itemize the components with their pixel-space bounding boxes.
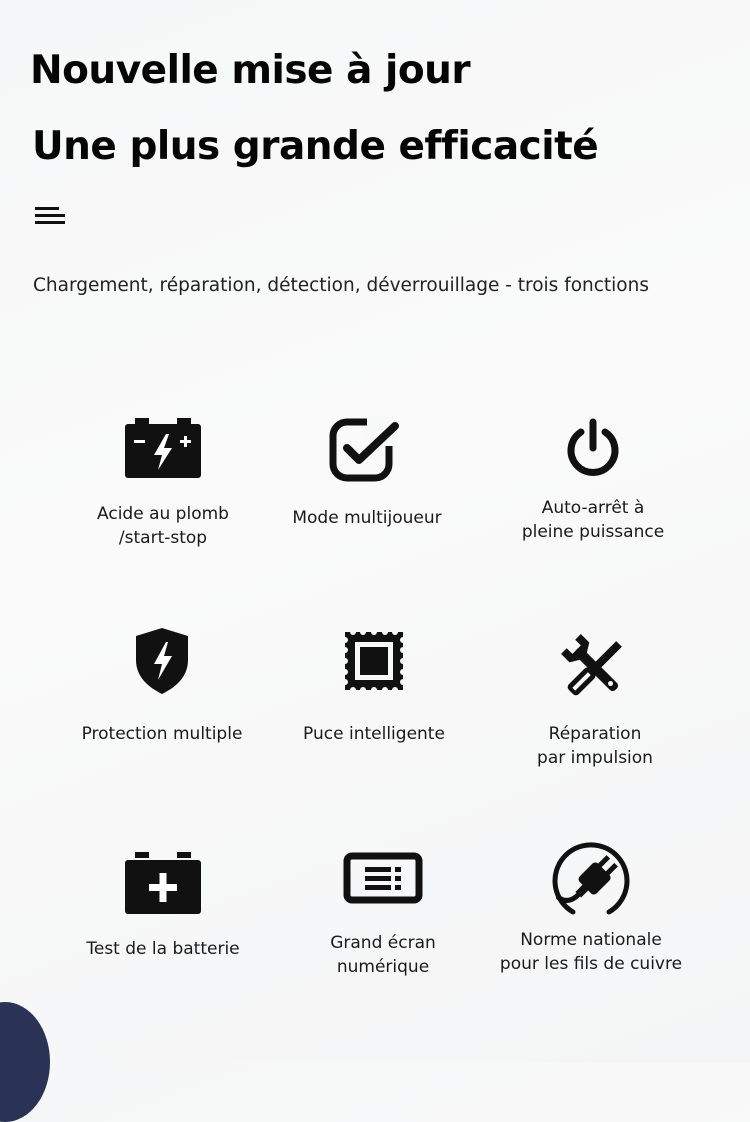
chip-icon xyxy=(339,626,409,696)
shield-lightning-icon xyxy=(132,626,192,696)
title-line-2: Une plus grande efficacité xyxy=(32,124,599,169)
feature-lead-acid xyxy=(48,410,278,560)
title-line-1: Nouvelle mise à jour xyxy=(30,48,471,93)
feature-digital-screen xyxy=(268,846,498,996)
feature-multiplayer xyxy=(252,410,482,560)
feature-battery-test xyxy=(48,846,278,996)
feature-label-8a: Grand écran xyxy=(330,933,436,953)
feature-label-8b: numérique xyxy=(336,957,430,977)
checkbox-check-icon xyxy=(327,414,407,484)
feature-label-4a: Protection multiple xyxy=(81,724,243,744)
corner-decoration xyxy=(0,1002,50,1122)
power-icon xyxy=(561,416,625,480)
plug-icon xyxy=(551,842,631,922)
feature-label-6b: par impulsion xyxy=(537,748,653,768)
wrench-screwdriver-icon xyxy=(559,632,631,704)
battery-lightning-icon xyxy=(125,418,201,478)
feature-copper-wire xyxy=(476,840,706,990)
battery-plus-icon xyxy=(125,852,201,914)
feature-label-6a: Réparation xyxy=(548,724,642,744)
feature-protection xyxy=(47,622,277,772)
feature-label-9a: Norme nationale xyxy=(520,930,662,950)
feature-label-5a: Puce intelligente xyxy=(303,724,445,744)
feature-label-9b: pour les fils de cuivre xyxy=(499,954,683,974)
feature-pulse-repair xyxy=(480,622,710,772)
feature-auto-stop xyxy=(478,410,708,560)
feature-smart-chip xyxy=(259,622,489,772)
feature-label-3b: pleine puissance xyxy=(521,522,665,542)
feature-label-7a: Test de la batterie xyxy=(86,939,240,959)
feature-label-3a: Auto-arrêt à xyxy=(541,498,645,518)
subtitle: Chargement, réparation, détection, déverrouillage - trois fonctions xyxy=(33,275,649,296)
feature-label-2a: Mode multijoueur xyxy=(292,508,442,528)
menu-icon xyxy=(35,207,65,225)
display-screen-icon xyxy=(343,852,423,904)
feature-label-1a: Acide au plomb xyxy=(97,504,229,524)
feature-label-1b: /start-stop xyxy=(118,528,208,548)
